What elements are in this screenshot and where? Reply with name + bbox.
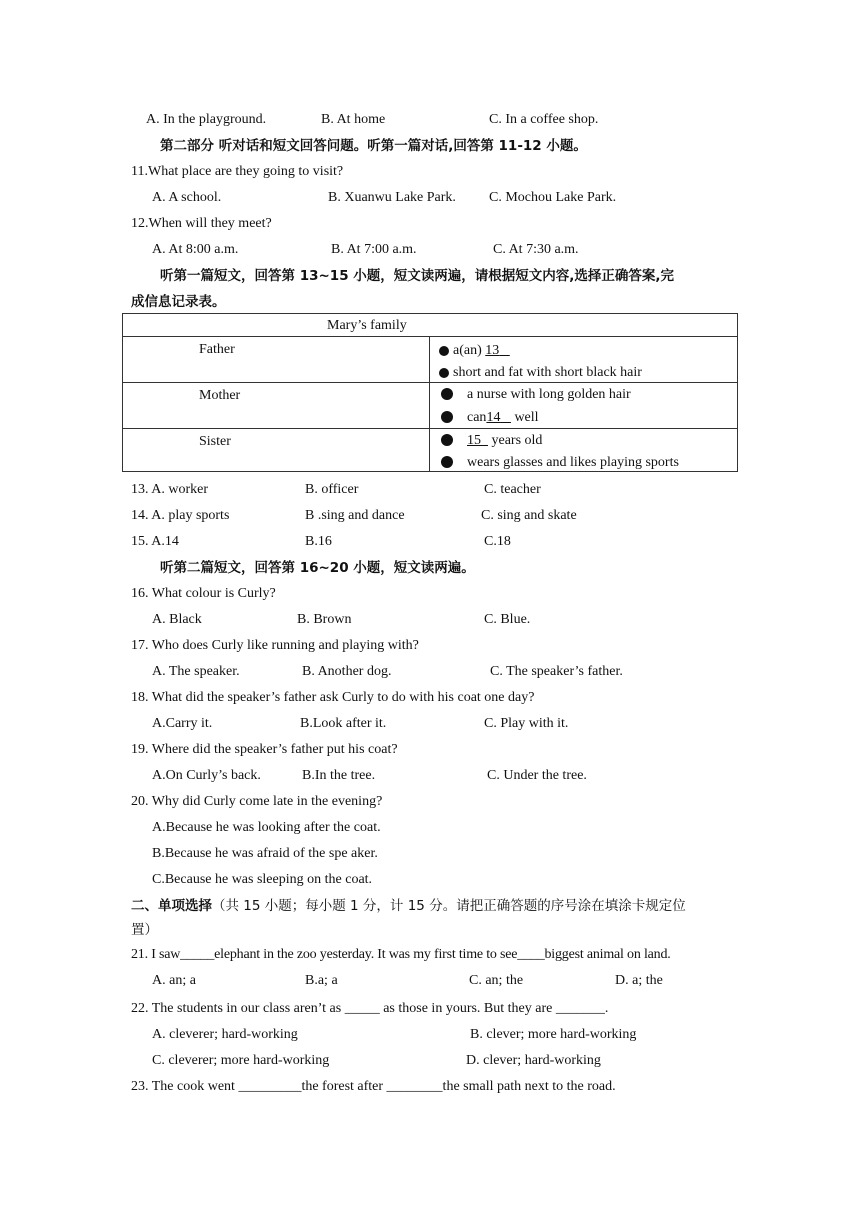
father-item-2: short and fat with short black hair xyxy=(439,364,642,382)
q13-option-c: C. teacher xyxy=(484,482,541,497)
blank-15: 15 xyxy=(467,433,481,448)
q22-option-b: B. clever; more hard-working xyxy=(470,1027,637,1042)
father-item-1: a(an) 13 xyxy=(439,342,510,360)
mother-item-2: can14 well xyxy=(441,409,539,427)
q17-option-b: B. Another dog. xyxy=(302,664,392,679)
q14-option-c: C. sing and skate xyxy=(481,508,577,523)
q21-option-d: D. a; the xyxy=(615,973,663,988)
table-title: Mary’s family xyxy=(327,318,407,333)
q16-option-a: A. Black xyxy=(152,612,202,627)
q11-option-c: C. Mochou Lake Park. xyxy=(489,190,617,205)
section2-note-line1: （共 15 小题；每小题 1 分，计 15 分。请把正确答题的序号涂在填涂卡规定位 xyxy=(212,898,686,914)
q21-option-a: A. an; a xyxy=(152,973,196,988)
row-label-mother: Mother xyxy=(199,388,241,403)
q20-option-a: A.Because he was looking after the coat. xyxy=(152,820,381,835)
mother-item-1: a nurse with long golden hair xyxy=(441,386,631,404)
q12-option-b: B. At 7:00 a.m. xyxy=(331,242,417,257)
q14-option-a: 14. A. play sports xyxy=(131,508,230,523)
q17-option-c: C. The speaker’s father. xyxy=(490,664,623,679)
q21-option-b: B.a; a xyxy=(305,973,338,988)
q16-option-c: C. Blue. xyxy=(484,612,531,627)
row-label-father: Father xyxy=(199,342,235,357)
section2-title: 二、单项选择 xyxy=(131,898,212,914)
q11-question: 11.What place are they going to visit? xyxy=(131,164,344,179)
row-label-sister: Sister xyxy=(199,434,231,449)
q19-option-a: A.On Curly’s back. xyxy=(152,768,261,783)
q22-option-d: D. clever; hard-working xyxy=(466,1053,601,1068)
q10-option-c: C. In a coffee shop. xyxy=(489,112,599,127)
q17-question: 17. Who does Curly like running and playing with? xyxy=(131,638,419,653)
q15-option-b: B.16 xyxy=(305,534,332,549)
q13-option-b: B. officer xyxy=(305,482,359,497)
q12-question: 12.When will they meet? xyxy=(131,216,272,231)
bullet-icon xyxy=(441,411,453,423)
q18-option-c: C. Play with it. xyxy=(484,716,569,731)
passage1-intro-line2: 成信息记录表。 xyxy=(131,294,226,310)
bullet-icon xyxy=(441,456,453,468)
q14-option-b: B .sing and dance xyxy=(305,508,405,523)
q19-question: 19. Where did the speaker’s father put his coat? xyxy=(131,742,398,757)
q20-option-b: B.Because he was afraid of the spe aker. xyxy=(152,846,378,861)
bullet-icon xyxy=(439,346,449,356)
q22-option-c: C. cleverer; more hard-working xyxy=(152,1053,330,1068)
q19-option-c: C. Under the tree. xyxy=(487,768,587,783)
q21-question: 21. I saw_____elephant in the zoo yesterday. It was my first time to see____biggest animal on land. xyxy=(131,947,671,962)
q18-option-b: B.Look after it. xyxy=(300,716,387,731)
q23-question: 23. The cook went _________the forest after ________the small path next to the road. xyxy=(131,1079,616,1094)
sister-item-1: 15 years old xyxy=(441,432,542,450)
q10-option-b: B. At home xyxy=(321,112,386,127)
q19-option-b: B.In the tree. xyxy=(302,768,376,783)
q22-question: 22. The students in our class aren’t as _____ as those in yours. But they are _______. xyxy=(131,1001,609,1016)
bullet-icon xyxy=(441,434,453,446)
sister-item-2: wears glasses and likes playing sports xyxy=(441,454,679,472)
passage2-intro: 听第二篇短文，回答第 16~20 小题，短文读两遍。 xyxy=(160,560,475,576)
q12-option-a: A. At 8:00 a.m. xyxy=(152,242,239,257)
q16-option-b: B. Brown xyxy=(297,612,352,627)
q11-option-b: B. Xuanwu Lake Park. xyxy=(328,190,456,205)
q20-question: 20. Why did Curly come late in the evening? xyxy=(131,794,383,809)
q17-option-a: A. The speaker. xyxy=(152,664,240,679)
q10-option-a: A. In the playground. xyxy=(146,112,267,127)
q22-option-a: A. cleverer; hard-working xyxy=(152,1027,298,1042)
part2-intro: 第二部分 听对话和短文回答问题。听第一篇对话,回答第 11-12 小题。 xyxy=(160,138,587,154)
q18-option-a: A.Carry it. xyxy=(152,716,213,731)
q13-option-a: 13. A. worker xyxy=(131,482,208,497)
q18-question: 18. What did the speaker’s father ask Curly to do with his coat one day? xyxy=(131,690,535,705)
q21-option-c: C. an; the xyxy=(469,973,524,988)
section2-heading xyxy=(131,897,686,916)
q20-option-c: C.Because he was sleeping on the coat. xyxy=(152,872,373,887)
section2-note-line2: 置） xyxy=(131,922,158,938)
bullet-icon xyxy=(439,368,449,378)
bullet-icon xyxy=(441,388,453,400)
passage1-intro-line1: 听第一篇短文，回答第 13~15 小题，短文读两遍，请根据短文内容,选择正确答案,完 xyxy=(160,268,675,284)
q15-option-c: C.18 xyxy=(484,534,511,549)
blank-13: 13 xyxy=(485,343,500,358)
q16-question: 16. What colour is Curly? xyxy=(131,586,276,601)
q15-option-a: 15. A.14 xyxy=(131,534,179,549)
q12-option-c: C. At 7:30 a.m. xyxy=(493,242,579,257)
q11-option-a: A. A school. xyxy=(152,190,222,205)
info-table xyxy=(122,313,738,472)
blank-14: 14 xyxy=(486,410,501,425)
